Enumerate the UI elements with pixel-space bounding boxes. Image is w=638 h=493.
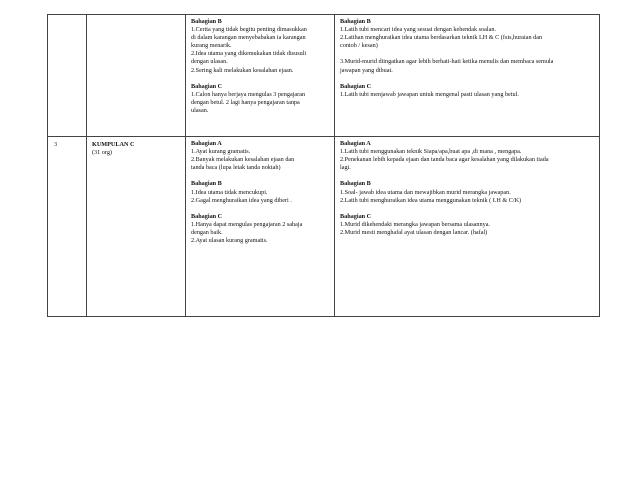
section-heading: Bahagian A (340, 140, 371, 147)
section-block (340, 83, 594, 99)
section-block (340, 180, 594, 204)
table-row (48, 137, 600, 317)
section-line: 2.Idea utama yang dikemukakan tidak disusuli (191, 50, 307, 58)
section-heading: Bahagian B (191, 18, 222, 25)
action-list (335, 15, 599, 102)
weakness-list (186, 15, 334, 118)
group-title: KUMPULAN C (92, 141, 135, 148)
section-block (340, 18, 594, 50)
section-line: jawapan yang dibuat. (340, 66, 393, 74)
section-block (191, 83, 329, 115)
row-number: 3 (54, 141, 58, 148)
section-line: di dalam karangan menyebabakan ia karangan (191, 34, 306, 42)
section-line: 2.Sering kali melakukan kesalahan ejaan. (191, 66, 294, 74)
section-line: dengan baik. (191, 229, 223, 237)
group-size: (31 org) (92, 149, 112, 157)
section-line: lagi. (340, 164, 351, 172)
weakness-cell (186, 15, 335, 137)
action-list (335, 137, 599, 240)
section-line: 2.Murid mesti menghafal ayat ulasan dengan lancar. (hafal) (340, 229, 488, 237)
section-line: kurang menarik. (191, 42, 232, 50)
section-line: 2.Penekanan lebih kepada ejaan dan tanda baca agar kesalahan yang dilakukan tiada (340, 156, 549, 164)
section-line: 2.Ayat ulasan kurang gramatis. (191, 237, 268, 245)
number-cell (48, 15, 87, 137)
section-line: 2.Banyak melakukan kesalahan ejaan dan (191, 156, 295, 164)
section-line: dengan ulasan. (191, 58, 228, 66)
section-heading: Bahagian B (191, 180, 222, 188)
section-line: 1.Cerita yang tidak begitu penting dimasukkan (191, 26, 307, 34)
weakness-list (186, 137, 334, 248)
action-cell (335, 15, 600, 137)
section-block (191, 180, 329, 204)
section-line: 3.Murid-murid diingatkan agar lebih berhati-hati ketika menulis dan membaca semula (340, 58, 554, 66)
section-block (340, 140, 594, 172)
section-line: 1.Latih tubi menggunakan teknik Siapa/apa,buat apa ,di mana , mengapa. (340, 148, 522, 156)
analysis-table (47, 14, 600, 317)
section-line: 1.Latih tubi menjawab jawapan untuk mengenal pasti ulasan yang betul. (340, 90, 519, 98)
section-block (340, 213, 594, 237)
section-line: dengan betul. 2 lagi hanya pengajaran tanpa (191, 98, 300, 106)
section-line: 1.Latih tubi mencari idea yang sesuai dengan kehendak soalan. (340, 26, 497, 34)
section-block (191, 140, 329, 172)
table-row (48, 15, 600, 137)
section-block (340, 58, 594, 74)
section-heading: Bahagian C (191, 82, 223, 90)
section-line: 2.Latihan menghuraikan idea utama berdasarkan teknik LH & C (fsis,huraian dan (340, 34, 543, 42)
section-line: 1.Murid dikehendaki merangka jawapan bersama ulasannya. (340, 220, 490, 228)
group-label (87, 137, 185, 161)
section-heading: Bahagian C (340, 212, 372, 220)
weakness-cell (186, 137, 335, 317)
section-line: 1.Hanya dapat mengulas pengajaran 2 sahaja (191, 220, 303, 228)
section-line: 1.Ayat kurang gramatis. (191, 148, 251, 156)
section-heading: Bahagian B (340, 180, 371, 188)
section-heading: Bahagian B (340, 18, 371, 25)
section-line: tanda baca (lupa letak tanda noktah) (191, 164, 281, 172)
number-cell (48, 137, 87, 317)
section-line: 1.Soal- jawab idea utama dan mewajibkan murid merangka jawapan. (340, 188, 511, 196)
section-heading: Bahagian C (191, 212, 223, 220)
section-line: ulasan. (191, 107, 209, 115)
group-cell (87, 137, 186, 317)
section-line: 2.Latih tubi menghuraikan idea utama menggunakan teknik ( I.H & C/K) (340, 196, 522, 204)
group-cell (87, 15, 186, 137)
section-block (191, 213, 329, 245)
section-heading: Bahagian C (340, 82, 372, 90)
section-heading: Bahagian A (191, 140, 222, 147)
action-cell (335, 137, 600, 317)
section-block (191, 18, 329, 75)
section-line: contoh / kesan) (340, 42, 378, 50)
section-line: 1.Calon hanya berjaya mengulas 3 pengajaran (191, 90, 306, 98)
section-line: 2.Gagal menghuraikan idea yang diberi . (191, 196, 292, 204)
section-line: 1.Idea utama tidak mencukupi. (191, 188, 268, 196)
